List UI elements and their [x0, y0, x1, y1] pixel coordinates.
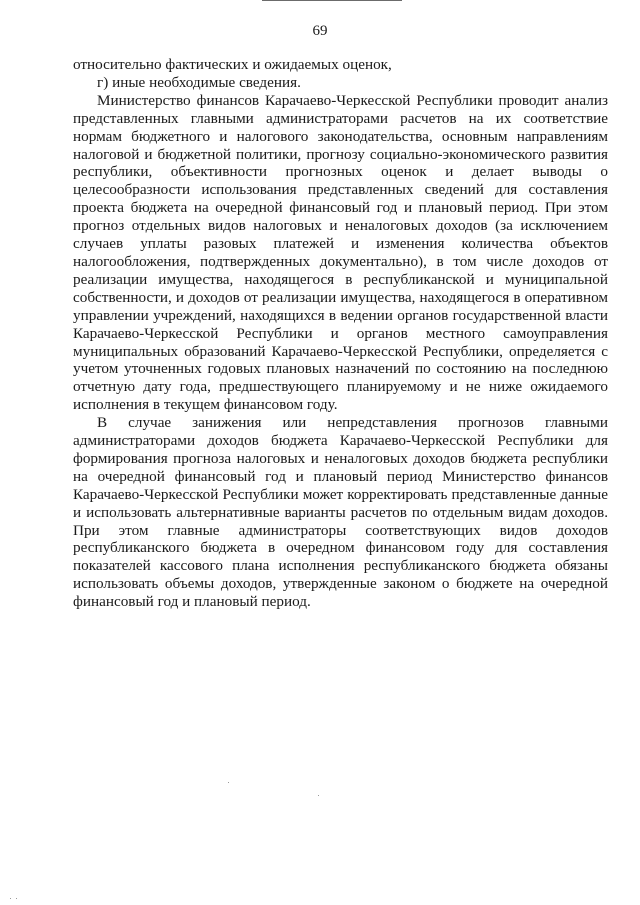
- paragraph-continuation: относительно фактических и ожидаемых оценок,: [73, 56, 392, 73]
- scan-speck: [318, 795, 319, 796]
- document-body: [73, 56, 608, 611]
- paragraph-ministry-analysis: Министерство финансов Карачаево-Черкесской Республики проводит анализ представленных главными администраторами расчетов на их соответствие нормам бюджетного и налогового законодательства, основным направлениям налоговой и бюджетной политики, прогнозу социально-экономического развития республики, объективности прогнозных оценок и делает выводы о целесообразности использования представленных сведений для составления проекта бюджета на очередной финансовый год и плановый период. При этом прогноз отдельных видов налоговых и неналоговых доходов (за исключением случаев уплаты разовых платежей и изменения количества объектов налогообложения, подтвержденных документально), в том числе доходов от реализации имущества, находящегося в республиканской и муниципальной собственности, и доходов от реализации имущества, находящегося в оперативном управлении учреждений, находящихся в ведении органов государственной власти Карачаево-Черкесской Республики и органов местного самоуправления муниципальных образований Карачаево-Черкесской Республики, определяется с учетом уточненных годовых плановых назначений по состоянию на последнюю отчетную дату года, предшествующего планируемому и не ниже ожидаемого исполнения в текущем финансовом году.: [73, 91, 608, 414]
- scan-speck: [16, 898, 17, 899]
- scan-speck: [228, 782, 229, 783]
- paragraph-item-g: г) иные необходимые сведения.: [97, 73, 301, 91]
- scan-speck: [10, 898, 11, 899]
- page-number: 69: [312, 23, 328, 39]
- top-edge-rule: [262, 0, 402, 1]
- paragraph-understatement-case: В случае занижения или непредставления прогнозов главными администраторами доходов бюджета Карачаево-Черкесской Республики для формирования прогноза налоговых и неналоговых доходов бюджета республики на очередной финансовый год и плановый период Министерство финансов Карачаево-Черкесской Республики может корректировать представленные данные и использовать альтернативные варианты расчетов по отдельным видам доходов. При этом главные администраторы соответствующих видов доходов республиканского бюджета в очередном финансовом году для составления показателей кассового плана исполнения республиканского бюджета обязаны использовать объемы доходов, утвержденные законом о бюджете на очередной финансовый год и плановый период.: [73, 414, 608, 611]
